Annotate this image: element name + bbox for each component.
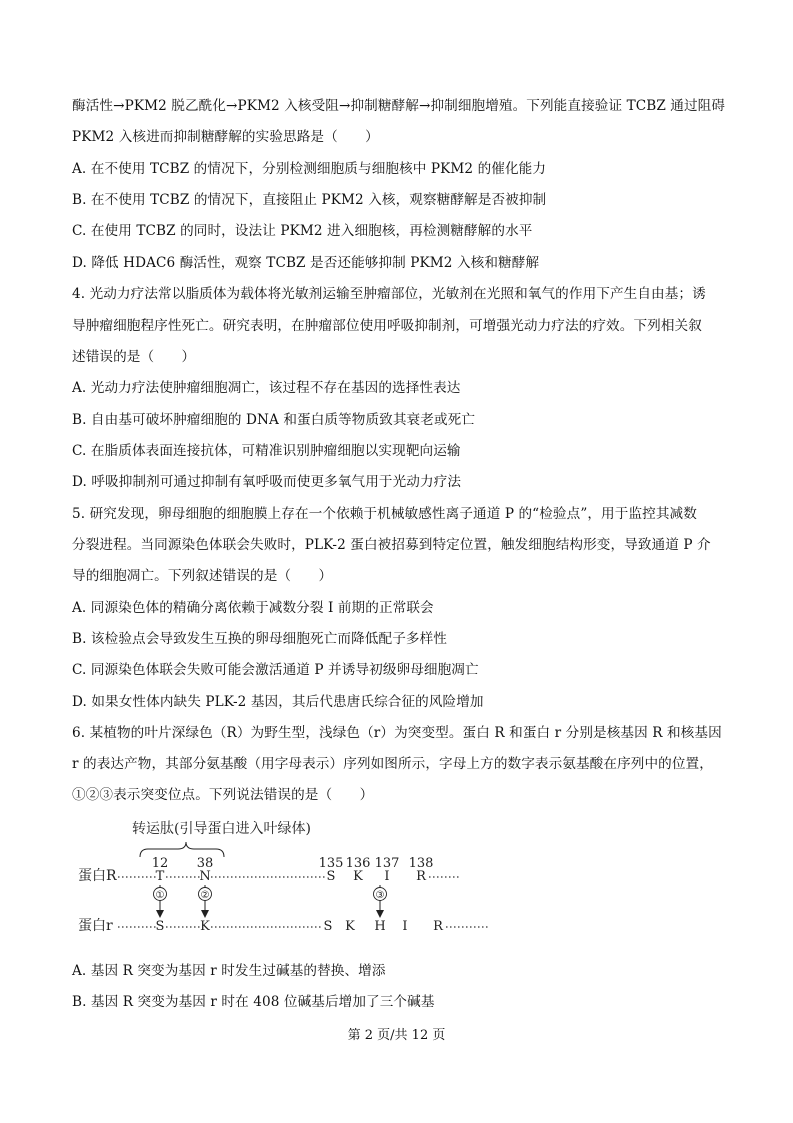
option-d: D. 降低 HDAC6 酶活性，观察 TCBZ 是否还能够抑制 PKM2 入核和糖酵解 bbox=[72, 255, 540, 271]
amino-acid: R bbox=[416, 869, 426, 884]
amino-acid: T bbox=[155, 869, 165, 884]
text-line: 导的细胞凋亡。下列叙述错误的是（ ） bbox=[72, 568, 333, 584]
mutation-site: ③ bbox=[375, 890, 385, 901]
amino-acid: K bbox=[353, 869, 363, 884]
option-c: C. 在脂质体表面连接抗体，可精准识别肿瘤细胞以实现靶向运输 bbox=[72, 443, 461, 459]
position-number: 137 bbox=[374, 856, 400, 871]
amino-acid: S bbox=[326, 869, 336, 884]
question-4: 4. 光动力疗法常以脂质体为载体将光敏剂运输至肿瘤部位，光敏剂在光照和氧气的作用下产生自由基；诱 bbox=[72, 286, 706, 302]
option-c: C. 同源染色体联会失败可能会激活通道 P 并诱导初级卵母细胞凋亡 bbox=[72, 662, 479, 678]
position-number: 135 bbox=[318, 856, 344, 871]
amino-acid: R bbox=[433, 919, 443, 934]
option-a: A. 光动力疗法使肿瘤细胞凋亡，该过程不存在基因的选择性表达 bbox=[72, 380, 461, 396]
amino-acid: K bbox=[345, 919, 355, 934]
mutation-site: ② bbox=[200, 890, 210, 901]
brace bbox=[140, 842, 224, 857]
protein-sequence-diagram bbox=[78, 815, 498, 945]
option-d: D. 如果女性体内缺失 PLK-2 基因，其后代患唐氏综合征的风险增加 bbox=[72, 694, 484, 710]
option-b: B. 基因 R 突变为基因 r 时在 408 位碱基后增加了三个碱基 bbox=[72, 994, 435, 1010]
question-5: 5. 研究发现，卵母细胞的细胞膜上存在一个依赖于机械敏感性离子通道 P 的“检验点”，用于监控其减数 bbox=[72, 506, 697, 522]
text-line: 述错误的是（ ） bbox=[72, 349, 196, 365]
text-line: 分裂进程。当同源染色体联会失败时，PLK-2 蛋白被招募到特定位置，触发细胞结构形变，导致通道 P 介 bbox=[72, 537, 711, 553]
protein-r-wildtype-label: 蛋白R bbox=[78, 868, 117, 884]
position-number: 38 bbox=[196, 856, 214, 871]
amino-acid: K bbox=[200, 919, 210, 934]
option-b: B. 自由基可破坏肿瘤细胞的 DNA 和蛋白质等物质致其衰老或死亡 bbox=[72, 412, 476, 428]
amino-acid: H bbox=[374, 919, 386, 934]
option-b: B. 在不使用 TCBZ 的情况下，直接阻止 PKM2 入核，观察糖酵解是否被抑制 bbox=[72, 192, 547, 208]
question-6: 6. 某植物的叶片深绿色（R）为野生型，浅绿色（r）为突变型。蛋白 R 和蛋白 r 分别是核基因 R 和核基因 bbox=[72, 725, 722, 741]
text-line: ①②③表示突变位点。下列说法错误的是（ ） bbox=[72, 787, 374, 803]
option-b: B. 该检验点会导致发生互换的卵母细胞死亡而降低配子多样性 bbox=[72, 631, 447, 647]
option-d: D. 呼吸抑制剂可通过抑制有氧呼吸而使更多氧气用于光动力疗法 bbox=[72, 474, 462, 490]
position-number: 12 bbox=[151, 856, 169, 871]
page-footer: 第 2 页/共 12 页 bbox=[347, 1028, 446, 1043]
amino-acid: I bbox=[402, 919, 408, 934]
amino-acid: N bbox=[199, 869, 211, 884]
protein-r-mutant-label: 蛋白r bbox=[78, 918, 113, 934]
transit-peptide-label: 转运肽(引导蛋白进入叶绿体) bbox=[132, 821, 311, 837]
text-line: r 的表达产物，其部分氨基酸（用字母表示）序列如图所示，字母上方的数字表示氨基酸在序列中的位置， bbox=[72, 756, 713, 772]
option-a: A. 同源染色体的精确分离依赖于减数分裂 Ⅰ 前期的正常联会 bbox=[72, 600, 434, 616]
option-c: C. 在使用 TCBZ 的同时，设法让 PKM2 进入细胞核，再检测糖酵解的水平 bbox=[72, 223, 533, 239]
text-line: 酶活性→PKM2 脱乙酰化→PKM2 入核受阻→抑制糖酵解→抑制细胞增殖。下列能直接验证 TCBZ 通过阻碍 bbox=[72, 98, 726, 114]
amino-acid: S bbox=[323, 919, 333, 934]
option-a: A. 在不使用 TCBZ 的情况下，分别检测细胞质与细胞核中 PKM2 的催化能力 bbox=[72, 161, 547, 177]
amino-acid: I bbox=[384, 869, 390, 884]
amino-acid: S bbox=[155, 919, 165, 934]
option-a: A. 基因 R 突变为基因 r 时发生过碱基的替换、增添 bbox=[72, 963, 386, 979]
position-number: 138 bbox=[408, 856, 434, 871]
text-line: 导肿瘤细胞程序性死亡。研究表明，在肿瘤部位使用呼吸抑制剂，可增强光动力疗法的疗效。下列相关叙 bbox=[72, 318, 702, 334]
position-number: 136 bbox=[345, 856, 371, 871]
mutation-site: ① bbox=[155, 890, 165, 901]
question-stem: PKM2 入核进而抑制糖酵解的实验思路是（ ） bbox=[72, 129, 379, 145]
